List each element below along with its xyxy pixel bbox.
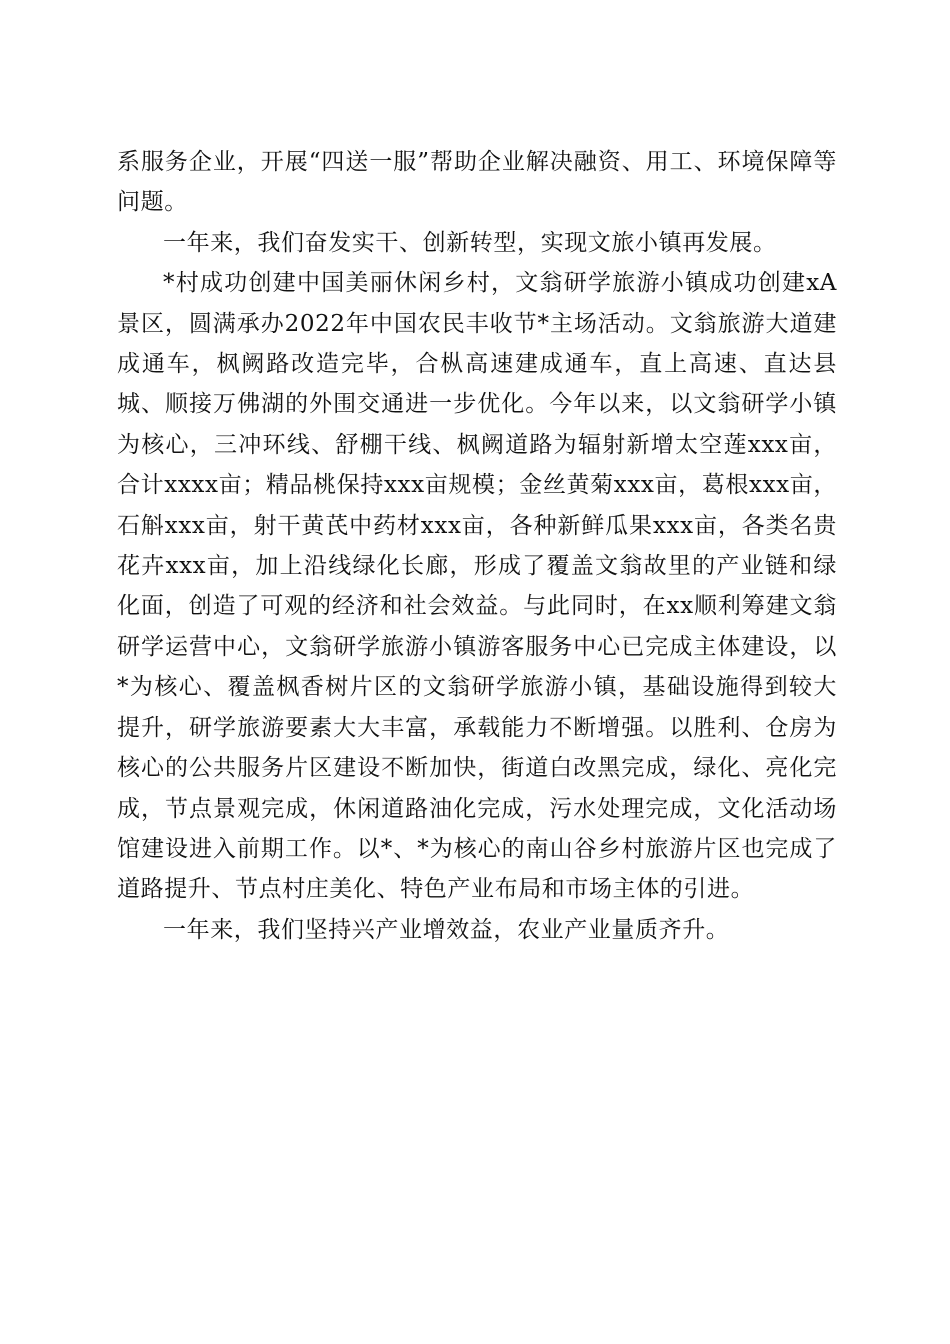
paragraph-cultural-tourism-heading: 一年来，我们奋发实干、创新转型，实现文旅小镇再发展。: [163, 229, 777, 256]
document-body: [117, 142, 837, 950]
paragraph-cultural-tourism-details: *村成功创建中国美丽休闲乡村，文翁研学旅游小镇成功创建xA景区，圆满承办2022年中国农民丰收节*主场活动。文翁旅游大道建成通车，枫阙路改造完毕，合枞高速建成通车，直上高速、直达县城、顺接万佛湖的外围交通进一步优化。今年以来，以文翁研学小镇为核心，三冲环线、舒棚干线、枫阙道路为辐射新增太空莲xxx亩，合计xxxx亩；精品桃保持xxx亩规模；金丝黄菊xxx亩，葛根xxx亩，石斛xxx亩，射干黄芪中药材xxx亩，各种新鲜瓜果xxx亩，各类名贵花卉xxx亩，加上沿线绿化长廊，形成了覆盖文翁故里的产业链和绿化面，创造了可观的经济和社会效益。与此同时，在xx顺利筹建文翁研学运营中心，文翁研学旅游小镇游客服务中心已完成主体建设，以*为核心、覆盖枫香树片区的文翁研学旅游小镇，基础设施得到较大提升，研学旅游要素大大丰富，承载能力不断增强。以胜利、仓房为核心的公共服务片区建设不断加快，街道白改黑完成，绿化、亮化完成，节点景观完成，休闲道路油化完成，污水处理完成，文化活动场馆建设进入前期工作。以*、*为核心的南山谷乡村旅游片区也完成了道路提升、节点村庄美化、特色产业布局和市场主体的引进。: [117, 270, 837, 903]
paragraph-continuation: 系服务企业，开展“四送一服”帮助企业解决融资、用工、环境保障等问题。: [117, 149, 837, 216]
paragraph-agriculture-heading: 一年来，我们坚持兴产业增效益，农业产业量质齐升。: [163, 916, 730, 943]
